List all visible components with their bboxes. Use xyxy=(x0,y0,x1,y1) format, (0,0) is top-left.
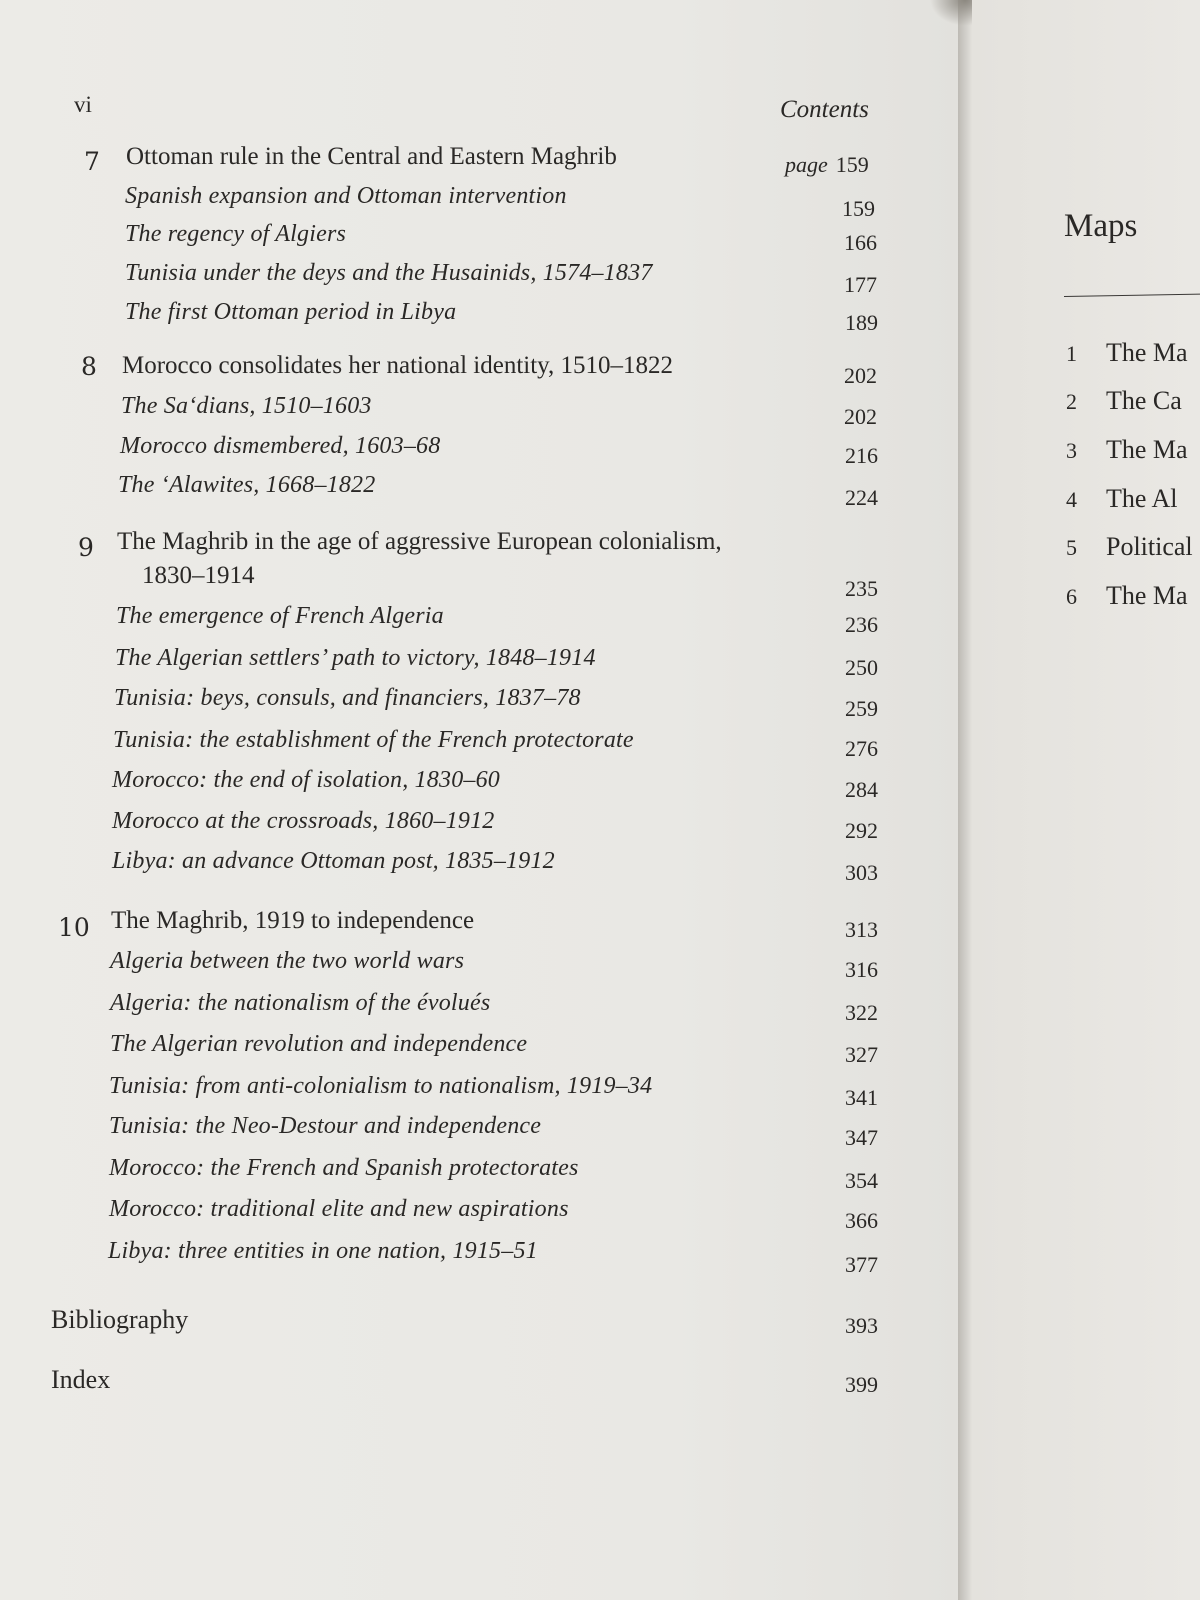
toc-section-page: 303 xyxy=(845,860,878,885)
chapter-10-title: The Maghrib, 1919 to independence xyxy=(111,907,475,934)
bibliography-title: Bibliography xyxy=(51,1305,189,1334)
right-page xyxy=(972,0,1200,1600)
map-title: The Ma xyxy=(1106,338,1188,367)
map-list-item xyxy=(1066,435,1188,465)
toc-section: The ‘Alawites, 1668–1822 xyxy=(118,472,376,498)
toc-section: Tunisia: the Neo-Destour and independence xyxy=(109,1113,542,1139)
toc-section: The Sa‘dians, 1510–1603 xyxy=(121,393,372,419)
toc-section-page: 202 xyxy=(844,404,877,429)
map-number: 6 xyxy=(1066,584,1077,609)
bibliography-page: 393 xyxy=(845,1313,878,1338)
toc-section: Algeria between the two world wars xyxy=(110,948,465,974)
map-title: The Ma xyxy=(1106,435,1188,464)
map-number: 5 xyxy=(1066,535,1077,560)
toc-section-page: 377 xyxy=(845,1252,878,1277)
toc-section: Tunisia: from anti-colonialism to nationalism, 1919–34 xyxy=(109,1073,653,1099)
toc-section: Spanish expansion and Ottoman intervention xyxy=(125,183,567,209)
toc-section: Tunisia: beys, consuls, and financiers, 1837–78 xyxy=(114,685,581,711)
index-page: 399 xyxy=(845,1372,878,1397)
toc-section-page: 347 xyxy=(845,1125,878,1150)
chapter-9-title: The Maghrib in the age of aggressive European colonialism, xyxy=(117,528,722,555)
toc-section: Libya: an advance Ottoman post, 1835–1912 xyxy=(112,848,555,874)
toc-section: Algeria: the nationalism of the évolués xyxy=(110,990,491,1016)
map-number: 1 xyxy=(1066,341,1077,366)
toc-section: The regency of Algiers xyxy=(125,221,347,247)
map-title: The Ca xyxy=(1106,386,1182,415)
toc-section-page: 177 xyxy=(844,272,877,297)
map-list-item xyxy=(1066,581,1188,611)
chapter-9-number: 9 xyxy=(78,533,94,562)
chapter-9-page: 235 xyxy=(845,576,878,601)
toc-section: Libya: three entities in one nation, 1915–51 xyxy=(108,1238,538,1264)
map-list-item xyxy=(1066,386,1182,416)
toc-section: Morocco dismembered, 1603–68 xyxy=(120,433,441,459)
chapter-7-number: 7 xyxy=(84,147,100,176)
chapter-7-page xyxy=(785,152,869,178)
chapter-8-title: Morocco consolidates her national identity, 1510–1822 xyxy=(122,352,674,379)
index-title: Index xyxy=(51,1365,111,1394)
chapter-10-number: 10 xyxy=(58,913,90,942)
toc-section-page: 236 xyxy=(845,612,878,637)
map-title: Political xyxy=(1106,532,1193,561)
page-label: page xyxy=(785,152,828,177)
chapter-8-number: 8 xyxy=(81,352,97,381)
chapter-10-page: 313 xyxy=(845,917,878,942)
chapter-8-page: 202 xyxy=(844,363,877,388)
toc-section-page: 159 xyxy=(842,196,875,221)
toc-section-page: 276 xyxy=(845,736,878,761)
toc-section-page: 354 xyxy=(845,1168,878,1193)
toc-section: The Algerian settlers’ path to victory, 1848–1914 xyxy=(115,645,596,671)
toc-section: Morocco: traditional elite and new aspirations xyxy=(109,1196,569,1222)
toc-section-page: 189 xyxy=(845,310,878,335)
toc-section-page: 327 xyxy=(845,1042,878,1067)
maps-heading-rule xyxy=(1064,293,1200,297)
toc-section: The emergence of French Algeria xyxy=(116,603,444,629)
map-list-item xyxy=(1066,484,1178,514)
book-gutter xyxy=(958,0,972,1600)
map-list-item xyxy=(1066,338,1188,368)
toc-section-page: 292 xyxy=(845,818,878,843)
toc-section: Morocco: the French and Spanish protectorates xyxy=(109,1155,579,1181)
page-folio: vi xyxy=(74,92,92,117)
running-head: Contents xyxy=(780,96,869,123)
toc-section-page: 341 xyxy=(845,1085,878,1110)
toc-section-page: 322 xyxy=(845,1000,878,1025)
toc-section-page: 366 xyxy=(845,1208,878,1233)
toc-section: Morocco at the crossroads, 1860–1912 xyxy=(112,808,495,834)
chapter-7-title: Ottoman rule in the Central and Eastern Maghrib xyxy=(126,143,617,170)
chapter-9-title-line2: 1830–1914 xyxy=(142,562,255,589)
map-title: The Al xyxy=(1106,484,1178,513)
toc-section-page: 259 xyxy=(845,696,878,721)
toc-section: Tunisia: the establishment of the French protectorate xyxy=(113,727,634,753)
toc-section: The Algerian revolution and independence xyxy=(110,1031,528,1057)
toc-section: Morocco: the end of isolation, 1830–60 xyxy=(112,767,500,793)
toc-section-page: 224 xyxy=(845,485,878,510)
toc-section-page: 250 xyxy=(845,655,878,680)
toc-section: Tunisia under the deys and the Husainids, 1574–1837 xyxy=(125,260,653,286)
toc-section: The first Ottoman period in Libya xyxy=(125,299,457,325)
toc-section-page: 284 xyxy=(845,777,878,802)
map-number: 2 xyxy=(1066,389,1077,414)
map-number: 4 xyxy=(1066,487,1077,512)
map-title: The Ma xyxy=(1106,581,1188,610)
map-list-item xyxy=(1066,532,1193,562)
toc-section-page: 166 xyxy=(844,230,877,255)
chapter-7-page-number: 159 xyxy=(835,152,869,177)
toc-section-page: 316 xyxy=(845,957,878,982)
maps-heading: Maps xyxy=(1064,208,1138,244)
toc-section-page: 216 xyxy=(845,443,878,468)
map-number: 3 xyxy=(1066,438,1077,463)
